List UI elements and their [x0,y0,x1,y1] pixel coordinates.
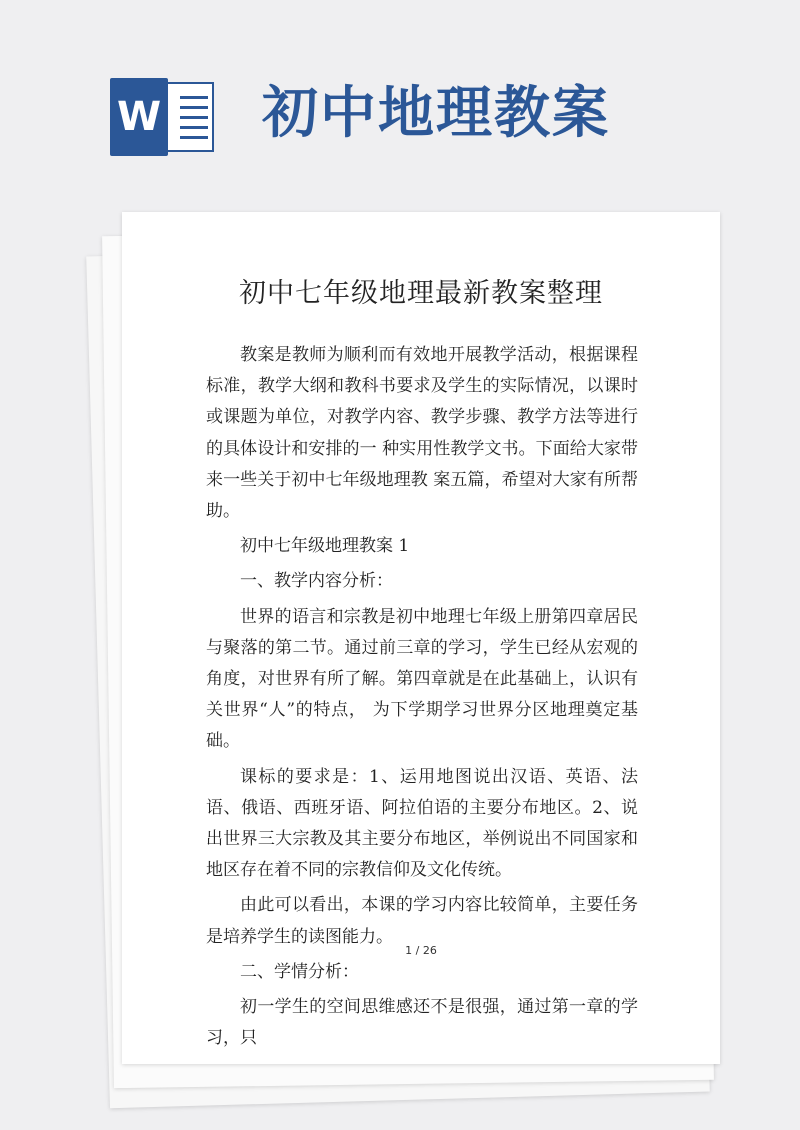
page-number: 1 / 26 [405,944,437,957]
word-badge: W [110,78,168,156]
paragraph: 由此可以看出，本课的学习内容比较简单，主要任务是培养学生的读图能力。 [206,895,638,947]
section-heading: 初中七年级地理教案 1 [240,536,410,557]
paragraph: 课标的要求是：1、运用地图说出汉语、英语、法语、俄语、西班牙语、阿拉伯语的主要分布地区。2、说出世界三大宗教及其主要分布地区，举例说出不同国家和地区存在着不同的宗教信仰及文化传统。 [206,766,638,881]
header [0,0,800,190]
document-page [122,212,720,1064]
document-title: 初中七年级地理最新教案整理 [239,278,603,309]
paragraph: 教案是教师为顺利而有效地开展教学活动，根据课程标准，教学大纲和教科书要求及学生的实际情况，以课时或课题为单位，对教学内容、教学步骤、教学方法等进行的具体设计和安排的一 种实用性教学文书。下面给大家带来一些关于初中七年级地理教 案五篇，希望对大家有所帮助。 [206,345,638,522]
section-heading: 一、教学内容分析： [240,571,393,592]
header-title: 初中地理教案 [262,81,610,146]
word-icon [110,78,214,156]
paragraph: 世界的语言和宗教是初中地理七年级上册第四章居民与聚落的第二节。通过前三章的学习，学生已经从宏观的角度，对世界有所了解。第四章就是在此基础上，认识有关世界“人”的特点， 为下学期学习世界分区地理奠定基础。 [206,606,638,752]
paragraph: 初一学生的空间思维感还不是很强，通过第一章的学习，只 [206,997,638,1049]
section-heading: 二、学情分析： [240,961,359,982]
